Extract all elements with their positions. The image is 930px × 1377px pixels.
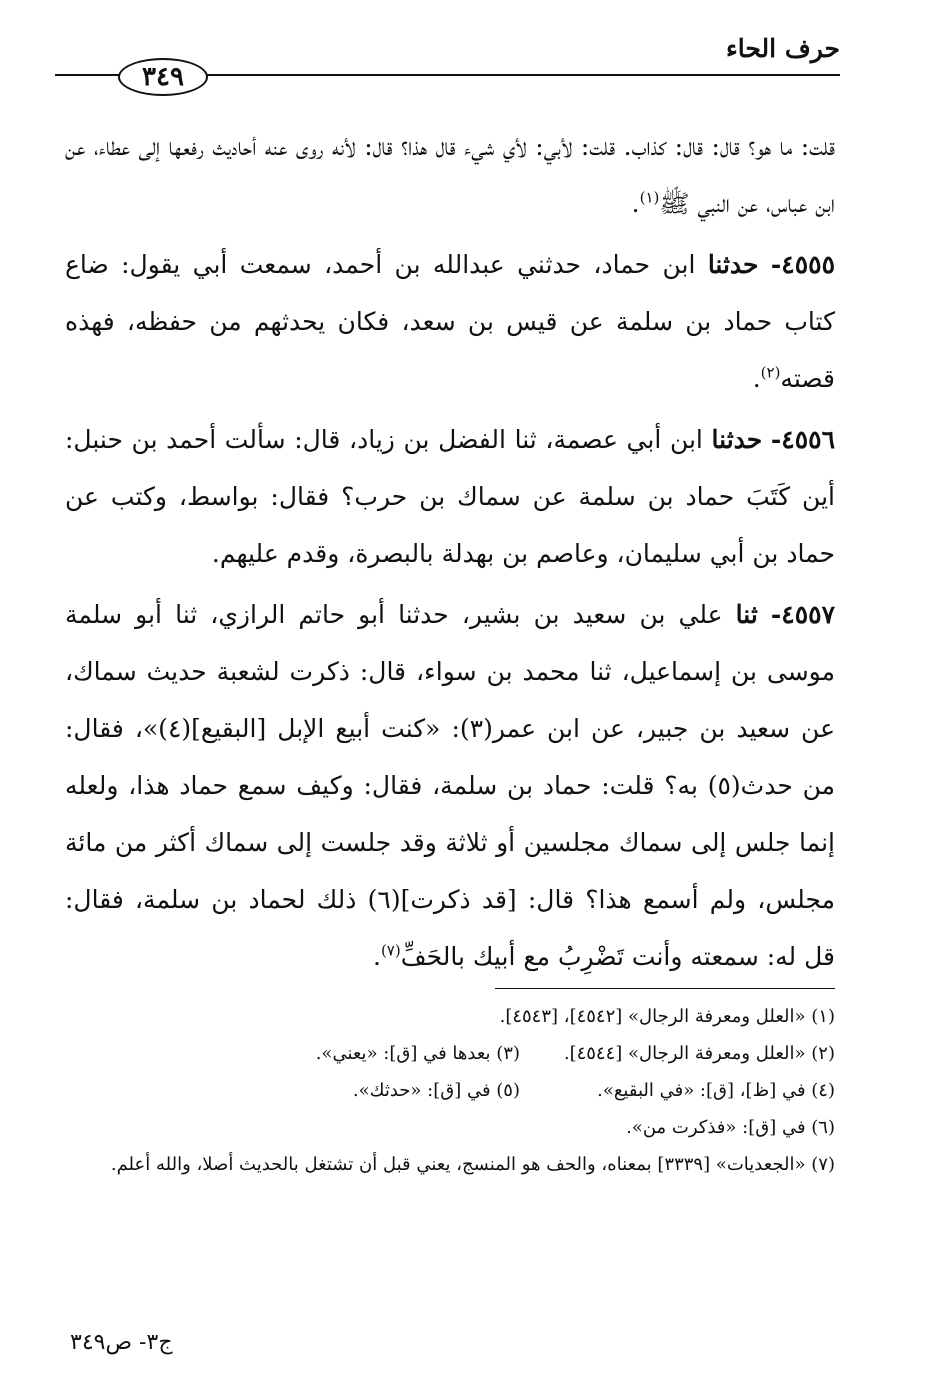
paragraph-1 <box>65 118 835 232</box>
footnote-1: (١) «العلل ومعرفة الرجال» [٤٥٤٢]، [٤٥٤٣]. <box>499 1006 835 1027</box>
volume-page-ref: ج٣- ص٣٤٩ <box>70 1330 173 1355</box>
footnote-6: (٦) في [ق]: «فذكرت من». <box>626 1117 835 1138</box>
paragraph-text: ابن أبي عصمة، ثنا الفضل بن زياد، قال: سألت أحمد بن حنبل: أين كَتَبَ حماد بن سلمة عن سماك بن حرب؟ فقال: بواسط، وكتب عن حماد بن أبي سليمان، وعاصم بن بهدلة بالبصرة، وقدم عليهم. <box>65 425 835 568</box>
hadith-lead: حدثنا <box>711 425 763 454</box>
paragraph-text: علي بن سعيد بن بشير، حدثنا أبو حاتم الرازي، ثنا أبو سلمة موسى بن إسماعيل، ثنا محمد بن سواء، قال: ذكرت لشعبة حديث سماك، عن سعيد بن جبير، عن ابن عمر(٣): «كنت أبيع الإبل [البقيع](٤)»، فقال: من حدث(٥) به؟ قلت: حماد بن سلمة، فقال: وكيف سمع حماد هذا، ولعله إنما جلس إلى سماك مجلسين أو ثلاثة وقد جلست إلى سماك أكثر من مائة مجلس، ولم أسمع هذا؟ قال: [قد ذكرت](٦) ذلك لحماد بن سلمة، فقال: قل له: سمعته وأنت تَضْرِبُ مع أبيك بالحَفِّ <box>65 600 836 971</box>
footnote-row <box>65 1035 835 1072</box>
footnote-2: (٢) «العلل ومعرفة الرجال» [٤٥٤٤]. <box>563 1043 835 1064</box>
footnote-7: (٧) «الجعديات» [٣٣٣٩] بمعناه، والحف هو المنسج، يعني قبل أن تشتغل بالحديث أصلا، والله أعلم. <box>110 1154 835 1175</box>
footnote-5: (٥) في [ق]: «حدثك». <box>352 1080 520 1101</box>
hadith-lead: ثنا <box>735 600 758 629</box>
paragraph-tail: . <box>372 942 381 971</box>
paragraph-tail: . <box>752 364 761 393</box>
paragraph-text: ابن حماد، حدثني عبدالله بن أحمد، سمعت أبي يقول: ضاع كتاب حماد بن سلمة عن قيس بن سعد، فكان يحدثهم من حفظه، فهذه قصته <box>65 250 835 393</box>
footnote-divider <box>495 988 835 989</box>
footnote-3: (٣) بعدها في [ق]: «يعني». <box>315 1043 520 1064</box>
paragraph-4556 <box>65 411 835 582</box>
footnote-ref: (٢) <box>760 363 781 382</box>
footnote-ref: (١) <box>639 188 660 207</box>
hadith-number: ٤٥٥٥- <box>770 250 835 279</box>
main-text <box>65 118 835 989</box>
paragraph-text: قلت: ما هو؟ قال: قال: كذاب. قلت: لأبي: لأي شيء قال هذا؟ قال: لأنه روى عنه أحاديث رفعها إلى عطاء، عن ابن عباس، عن النبي ﷺ <box>65 132 835 218</box>
hadith-number: ٤٥٥٧- <box>770 600 835 629</box>
page-number-badge: ٣٤٩ <box>118 58 208 96</box>
hadith-number: ٤٥٥٦- <box>770 425 835 454</box>
paragraph-4557 <box>65 586 835 985</box>
paragraph-4555 <box>65 236 835 407</box>
paragraph-tail: . <box>631 189 640 218</box>
hadith-lead: حدثنا <box>707 250 759 279</box>
footnotes <box>65 998 835 1183</box>
footnote-row <box>65 1072 835 1109</box>
footnote-4: (٤) في [ظ]، [ق]: «في البقيع». <box>597 1080 835 1101</box>
footnote-ref: (٧) <box>380 941 401 960</box>
page-header <box>55 34 840 94</box>
chapter-title: حرف الحاء <box>726 34 840 63</box>
